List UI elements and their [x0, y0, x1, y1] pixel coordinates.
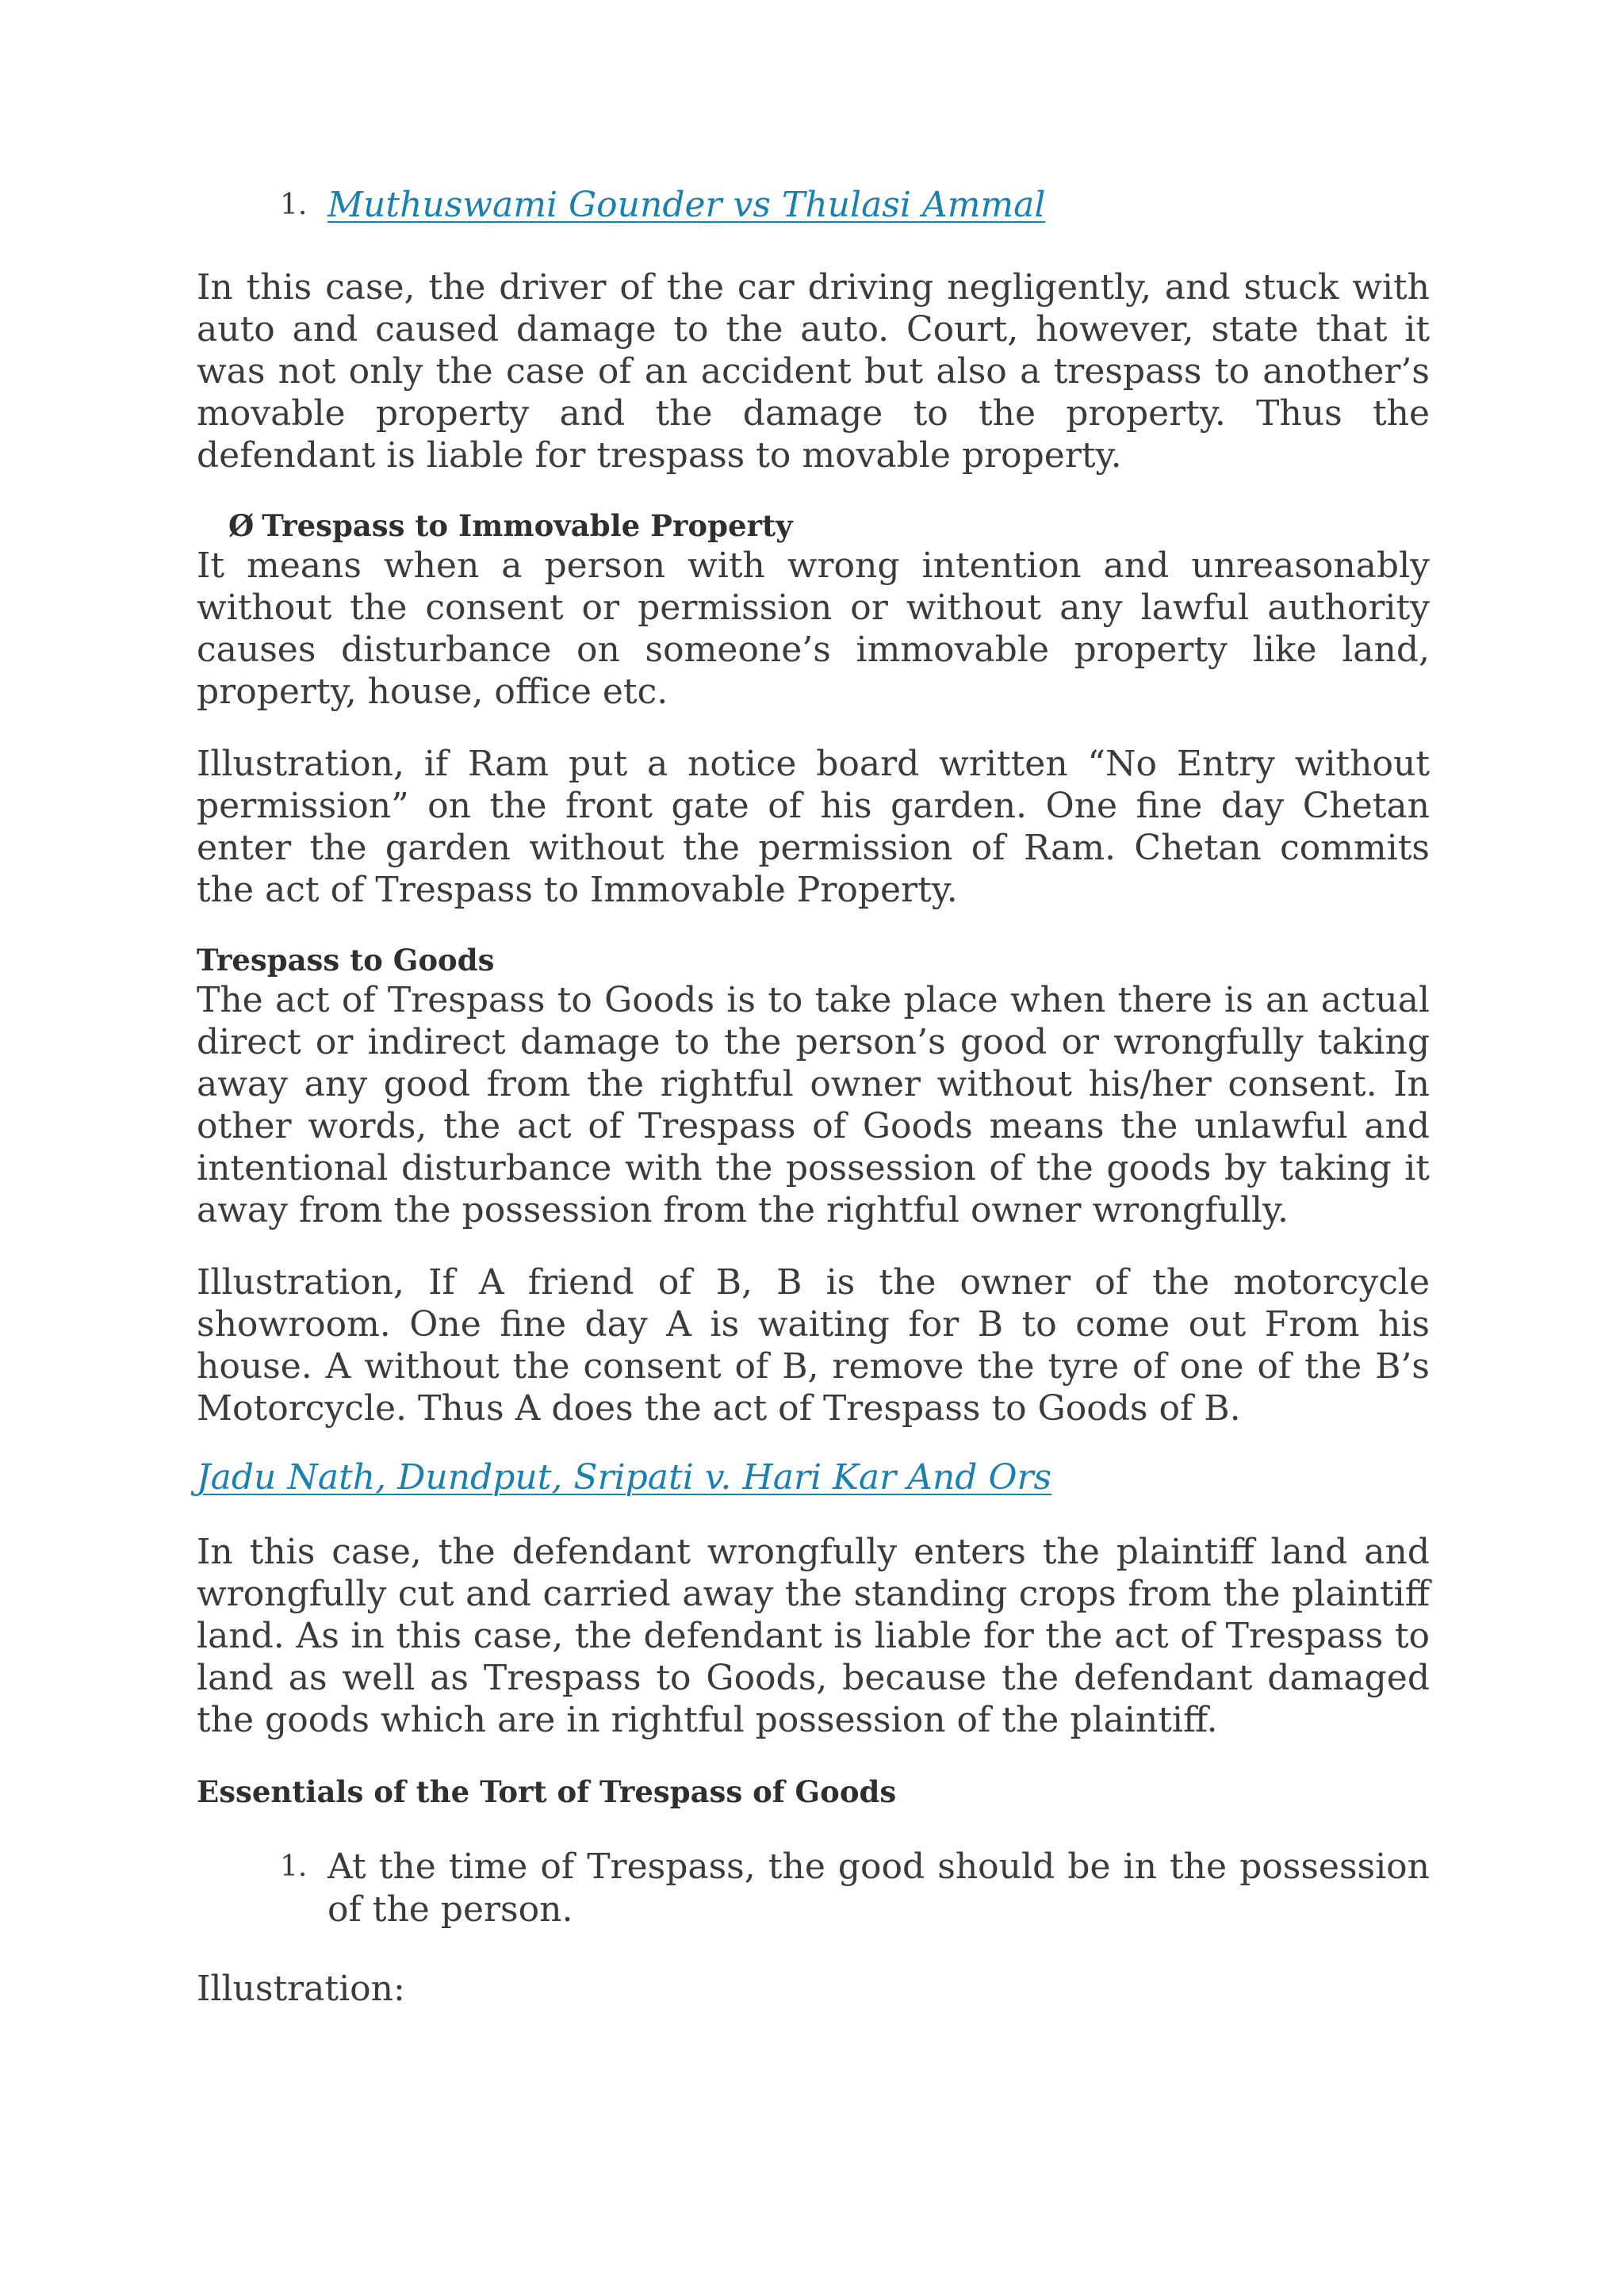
- paragraph-case2: In this case, the defendant wrongfully enters the plaintiff land and wrongfully cut and carried away the standing crops from the plaintiff land. As in this case, the defendant is liable for the act of Trespass to land as well as Trespass to Goods, because the defendant damaged the goods which are in rightful possession of the plaintiff.: [197, 1532, 1430, 1740]
- essentials-item-text: At the time of Trespass, the good should be in the possession of the person.: [327, 1846, 1430, 1930]
- paragraph-goods-illustration: Illustration, If A friend of B, B is the owner of the motorcycle showroom. One fine day A is waiting for B to come out From his house. A without the consent of B, remove the tyre of one of the B’s Motorcycle. Thus A does the act of Trespass to Goods of B.: [197, 1262, 1430, 1429]
- paragraph-goods-definition: The act of Trespass to Goods is to take place when there is an actual direct or indirect damage to the person’s good or wrongfully taking away any good from the rightful owner without his/her consent. In other words, the act of Trespass of Goods means the unlawful and intentional disturbance with the possession of the goods by taking it away from the possession from the rightful owner wrongfully.: [197, 980, 1430, 1230]
- case-list-item: [197, 184, 1430, 227]
- document-page: [197, 184, 1430, 2010]
- paragraph-immovable-definition: It means when a person with wrong intention and unreasonably without the consent or permission or without any lawful authority causes disturbance on someone’s immovable property like land, property, house, office etc.: [197, 545, 1430, 712]
- paragraph-case1: In this case, the driver of the car driving negligently, and stuck with auto and caused damage to the auto. Court, however, state that it was not only the case of an accident but also a trespass to another’s movable property and the damage to the property. Thus the defendant is liable for trespass to movable property.: [197, 267, 1430, 476]
- heading-immovable-property: [197, 507, 1430, 545]
- heading-essentials: Essentials of the Tort of Trespass of Goods: [197, 1774, 897, 1809]
- bullet-icon: Ø: [228, 508, 255, 543]
- list-number: 1.: [280, 1850, 308, 1883]
- heading-trespass-to-goods: Trespass to Goods: [197, 943, 495, 978]
- illustration-label: Illustration:: [197, 1969, 405, 2009]
- case-link-muthuswami[interactable]: Muthuswami Gounder vs Thulasi Ammal: [327, 185, 1046, 225]
- essentials-list-item: [197, 1846, 1430, 1931]
- list-number: 1.: [280, 189, 308, 221]
- heading-text: Trespass to Immovable Property: [262, 508, 793, 543]
- paragraph-immovable-illustration: Illustration, if Ram put a notice board written “No Entry without permission” on the front gate of his garden. One fine day Chetan enter the garden without the permission of Ram. Chetan commits the act of Trespass to Immovable Property.: [197, 744, 1430, 910]
- case-link-jadu-nath[interactable]: Jadu Nath, Dundput, Sripati v. Hari Kar And Ors: [197, 1457, 1052, 1498]
- case-link-wrapper: [197, 1456, 1430, 1499]
